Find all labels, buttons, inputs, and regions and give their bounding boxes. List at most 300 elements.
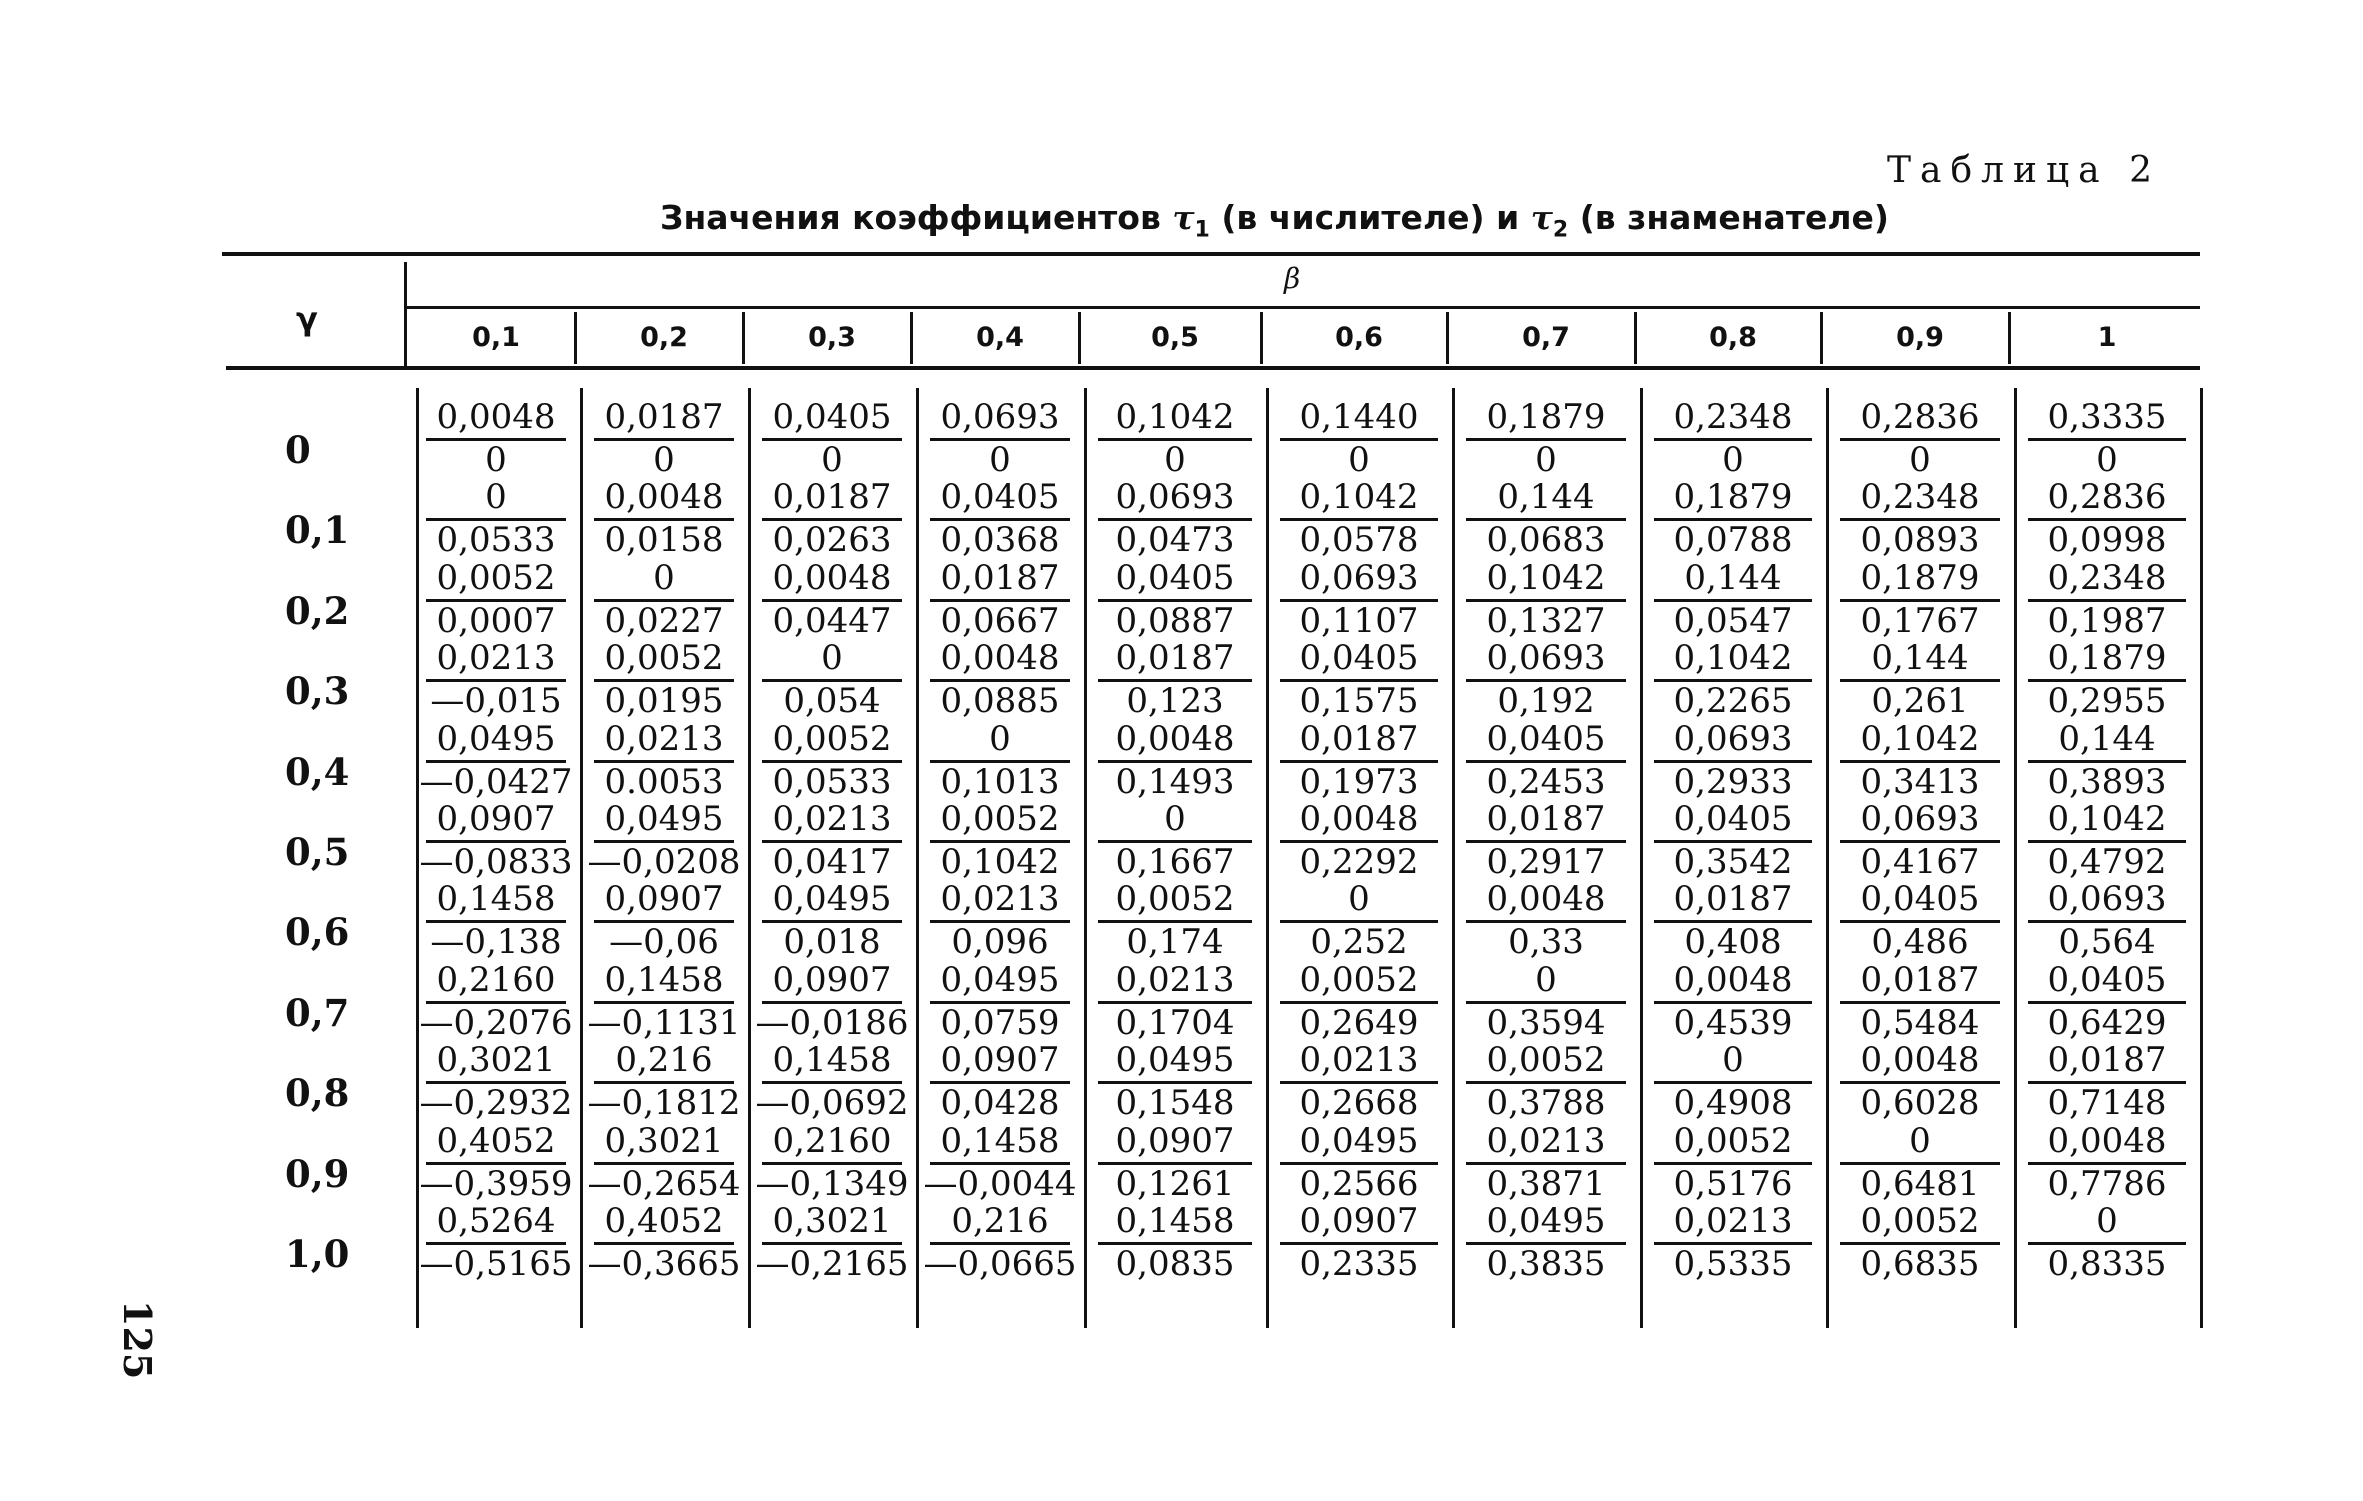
denominator-tau2: 0,192 bbox=[1497, 681, 1595, 722]
denominator-tau2: 0,0683 bbox=[1486, 520, 1606, 561]
denominator-tau2: 0,6429 bbox=[2047, 1002, 2167, 1043]
denominator-tau2: 0,0547 bbox=[1673, 600, 1793, 641]
fraction-cell bbox=[748, 1202, 916, 1285]
numerator-tau1: 0,0405 bbox=[1115, 557, 1235, 598]
numerator-tau1: 0,0052 bbox=[1673, 1120, 1793, 1161]
numerator-tau1: 0,216 bbox=[951, 1201, 1049, 1241]
fraction-cell bbox=[1826, 880, 2014, 963]
fraction-cell bbox=[916, 1202, 1084, 1285]
fraction-cell bbox=[580, 639, 748, 722]
numerator-tau1: 0,0048 bbox=[1299, 799, 1419, 839]
beta-column-header: 0,1 bbox=[472, 322, 520, 353]
denominator-tau2: 0,174 bbox=[1126, 922, 1224, 963]
title-prefix: Значения коэффициентов bbox=[660, 198, 1173, 237]
denominator-tau2: 0 bbox=[1909, 440, 1931, 480]
denominator-tau2: —0,0833 bbox=[419, 842, 573, 882]
numerator-tau1: 0,1458 bbox=[436, 879, 556, 920]
denominator-tau2: 0,564 bbox=[2058, 922, 2156, 963]
numerator-tau1: 0,0693 bbox=[1673, 718, 1793, 759]
table-title bbox=[660, 198, 1889, 243]
denominator-tau2: 0,2955 bbox=[2047, 681, 2167, 722]
numerator-tau1: 0,0187 bbox=[1673, 879, 1793, 920]
denominator-tau2: 0,0835 bbox=[1115, 1244, 1235, 1284]
denominator-tau2: 0,486 bbox=[1871, 922, 1969, 963]
denominator-tau2: 0,1042 bbox=[940, 842, 1060, 882]
fraction-cell bbox=[1266, 639, 1452, 722]
fraction-cell bbox=[412, 398, 580, 481]
gamma-row-label: 0,5 bbox=[285, 830, 350, 874]
beta-column-header: 0,3 bbox=[808, 322, 856, 353]
fraction-cell bbox=[412, 880, 580, 963]
numerator-tau1: 0,1458 bbox=[1115, 1201, 1235, 1241]
numerator-tau1: 0,144 bbox=[1497, 477, 1595, 518]
denominator-tau2: 0,5335 bbox=[1673, 1244, 1793, 1284]
denominator-tau2: 0,0533 bbox=[436, 520, 556, 561]
numerator-tau1: 0,5264 bbox=[436, 1201, 556, 1241]
denominator-tau2: 0,5176 bbox=[1673, 1163, 1793, 1204]
fraction-cell bbox=[1084, 880, 1266, 963]
tau1-subscript: 1 bbox=[1194, 217, 1210, 243]
fraction-cell bbox=[1826, 478, 2014, 561]
numerator-tau1: 0 bbox=[1909, 1120, 1931, 1161]
denominator-tau2: 0,6835 bbox=[1860, 1244, 1980, 1284]
denominator-tau2: 0,3835 bbox=[1486, 1244, 1606, 1284]
fraction-cell bbox=[1266, 398, 1452, 481]
fraction-cell bbox=[748, 800, 916, 883]
fraction-cell bbox=[412, 559, 580, 642]
denominator-tau2: 0,408 bbox=[1684, 922, 1782, 963]
gamma-row-label: 0,1 bbox=[285, 508, 350, 553]
fraction-cell bbox=[2014, 1122, 2200, 1205]
numerator-tau1: 0,0495 bbox=[604, 799, 724, 839]
table-label: Таблица 2 bbox=[1887, 150, 2161, 191]
beta-header: β bbox=[1284, 262, 1301, 295]
denominator-tau2: —0,0186 bbox=[755, 1002, 909, 1043]
numerator-tau1: 0,0048 bbox=[436, 397, 556, 437]
numerator-tau1: 0,0907 bbox=[436, 799, 556, 839]
fraction-cell bbox=[1640, 961, 1826, 1044]
fraction-cell bbox=[916, 478, 1084, 561]
fraction-cell bbox=[1084, 800, 1266, 883]
denominator-tau2: 0,1575 bbox=[1299, 681, 1419, 722]
numerator-tau1: 0,1042 bbox=[1299, 477, 1419, 518]
fraction-cell bbox=[412, 639, 580, 722]
numerator-tau1: 0,1879 bbox=[1673, 477, 1793, 518]
fraction-cell bbox=[412, 1041, 580, 1124]
denominator-tau2: —0,0208 bbox=[587, 842, 741, 882]
fraction-cell bbox=[1640, 478, 1826, 561]
numerator-tau1: 0,0693 bbox=[1486, 638, 1606, 679]
denominator-tau2: 0,0417 bbox=[772, 842, 892, 882]
gamma-row-label: 0,8 bbox=[285, 1071, 350, 1116]
fraction-cell bbox=[1266, 961, 1452, 1044]
denominator-tau2: 0,3594 bbox=[1486, 1002, 1606, 1043]
fraction-cell bbox=[412, 720, 580, 803]
numerator-tau1: 0,0052 bbox=[1486, 1040, 1606, 1081]
numerator-tau1: 0,0693 bbox=[940, 397, 1060, 437]
fraction-cell bbox=[1640, 800, 1826, 883]
fraction-cell bbox=[916, 1122, 1084, 1205]
denominator-tau2: —0,3959 bbox=[419, 1163, 573, 1204]
denominator-tau2: 0,0473 bbox=[1115, 520, 1235, 561]
numerator-tau1: 0 bbox=[821, 638, 843, 679]
title-suffix: (в знаменателе) bbox=[1568, 198, 1889, 237]
fraction-cell bbox=[1084, 559, 1266, 642]
fraction-cell bbox=[1452, 800, 1640, 883]
numerator-tau1: 0,1042 bbox=[1860, 718, 1980, 759]
numerator-tau1: 0,1042 bbox=[1115, 397, 1235, 437]
numerator-tau1: 0,0213 bbox=[940, 879, 1060, 920]
fraction-cell bbox=[412, 1122, 580, 1205]
numerator-tau1: 0,0187 bbox=[1860, 959, 1980, 1000]
numerator-tau1: 0,0693 bbox=[1860, 799, 1980, 839]
fraction-cell bbox=[1266, 800, 1452, 883]
denominator-tau2: 0,1327 bbox=[1486, 600, 1606, 641]
numerator-tau1: 0,0495 bbox=[436, 718, 556, 759]
numerator-tau1: 0,0495 bbox=[940, 959, 1060, 1000]
denominator-tau2: 0,1548 bbox=[1115, 1083, 1235, 1124]
numerator-tau1: 0 bbox=[1722, 1040, 1744, 1081]
numerator-tau1: 0 bbox=[1164, 799, 1186, 839]
numerator-tau1: 0,1042 bbox=[1486, 557, 1606, 598]
header-bottom-rule bbox=[226, 366, 2200, 370]
numerator-tau1: 0,0907 bbox=[604, 879, 724, 920]
denominator-tau2: 0 bbox=[1535, 440, 1557, 480]
fraction-cell bbox=[580, 1202, 748, 1285]
numerator-tau1: 0,0187 bbox=[940, 557, 1060, 598]
beta-column-header: 0,5 bbox=[1151, 322, 1199, 353]
denominator-tau2: 0 bbox=[485, 440, 507, 480]
numerator-tau1: 0,0907 bbox=[772, 959, 892, 1000]
denominator-tau2: —0,3665 bbox=[587, 1244, 741, 1284]
denominator-tau2: 0,6481 bbox=[1860, 1163, 1980, 1204]
numerator-tau1: 0,0213 bbox=[604, 718, 724, 759]
numerator-tau1: 0,0907 bbox=[940, 1040, 1060, 1081]
denominator-tau2: 0,1987 bbox=[2047, 600, 2167, 641]
denominator-tau2: 0,0788 bbox=[1673, 520, 1793, 561]
numerator-tau1: 0,0048 bbox=[604, 477, 724, 518]
gamma-row-label: 0,2 bbox=[285, 588, 350, 633]
numerator-tau1: 0,0213 bbox=[772, 799, 892, 839]
fraction-cell bbox=[1266, 1041, 1452, 1124]
fraction-cell bbox=[2014, 639, 2200, 722]
fraction-cell bbox=[1452, 880, 1640, 963]
fraction-cell bbox=[1452, 398, 1640, 481]
denominator-tau2: —0,2932 bbox=[419, 1083, 573, 1124]
beta-column-header: 1 bbox=[2097, 322, 2117, 353]
numerator-tau1: 0,0048 bbox=[772, 557, 892, 598]
fraction-cell bbox=[1826, 639, 2014, 722]
beta-column-header: 0,2 bbox=[640, 322, 688, 353]
denominator-tau2: —0,2076 bbox=[419, 1002, 573, 1043]
numerator-tau1: 0,0693 bbox=[2047, 879, 2167, 920]
numerator-tau1: 0,0052 bbox=[772, 718, 892, 759]
denominator-tau2: 0,1261 bbox=[1115, 1163, 1235, 1204]
denominator-tau2: 0,1493 bbox=[1115, 761, 1235, 802]
denominator-tau2: 0,0887 bbox=[1115, 600, 1235, 641]
beta-column-header: 0,9 bbox=[1896, 322, 1944, 353]
numerator-tau1: 0,0052 bbox=[1860, 1201, 1980, 1241]
numerator-tau1: 0,3335 bbox=[2047, 397, 2167, 437]
numerator-tau1: 0,1458 bbox=[604, 959, 724, 1000]
denominator-tau2: 0 bbox=[1348, 440, 1370, 480]
denominator-tau2: —0,5165 bbox=[419, 1244, 573, 1284]
numerator-tau1: 0,0052 bbox=[940, 799, 1060, 839]
fraction-cell bbox=[1826, 1041, 2014, 1124]
denominator-tau2: 0,0195 bbox=[604, 681, 724, 722]
fraction-cell bbox=[1826, 720, 2014, 803]
numerator-tau1: 0,2836 bbox=[2047, 477, 2167, 518]
denominator-tau2: 0,096 bbox=[951, 922, 1049, 963]
numerator-tau1: 0 bbox=[2096, 1201, 2118, 1241]
denominator-tau2: 0,6028 bbox=[1860, 1083, 1980, 1124]
numerator-tau1: 0,0495 bbox=[1115, 1040, 1235, 1081]
fraction-cell bbox=[1826, 800, 2014, 883]
numerator-tau1: 0,1458 bbox=[940, 1120, 1060, 1161]
denominator-tau2: 0,1013 bbox=[940, 761, 1060, 802]
fraction-cell bbox=[1452, 1202, 1640, 1285]
denominator-tau2: —0,1812 bbox=[587, 1083, 741, 1124]
fraction-cell bbox=[1640, 1122, 1826, 1205]
denominator-tau2: —0,06 bbox=[609, 922, 719, 963]
denominator-tau2: 0 bbox=[989, 440, 1011, 480]
tau2-symbol: τ bbox=[1530, 198, 1553, 237]
fraction-cell bbox=[1266, 1122, 1452, 1205]
denominator-tau2: 0,261 bbox=[1871, 681, 1969, 722]
numerator-tau1: 0,0405 bbox=[940, 477, 1060, 518]
denominator-tau2: 0,2292 bbox=[1299, 842, 1419, 882]
numerator-tau1: 0,0048 bbox=[1486, 879, 1606, 920]
fraction-cell bbox=[2014, 800, 2200, 883]
denominator-tau2: 0 bbox=[1164, 440, 1186, 480]
fraction-cell bbox=[916, 398, 1084, 481]
denominator-tau2: 0,2566 bbox=[1299, 1163, 1419, 1204]
denominator-tau2: —0,2654 bbox=[587, 1163, 741, 1204]
denominator-tau2: 0,0885 bbox=[940, 681, 1060, 722]
denominator-tau2: 0,0428 bbox=[940, 1083, 1060, 1124]
denominator-tau2: 0,0007 bbox=[436, 600, 556, 641]
fraction-cell bbox=[1452, 478, 1640, 561]
fraction-cell bbox=[1452, 961, 1640, 1044]
fraction-cell bbox=[580, 398, 748, 481]
fraction-cell bbox=[2014, 880, 2200, 963]
denominator-tau2: 0,0998 bbox=[2047, 520, 2167, 561]
fraction-cell bbox=[1084, 398, 1266, 481]
denominator-tau2: 0,2668 bbox=[1299, 1083, 1419, 1124]
denominator-tau2: 0,1973 bbox=[1299, 761, 1419, 802]
fraction-cell bbox=[1452, 720, 1640, 803]
fraction-cell bbox=[1266, 478, 1452, 561]
fraction-cell bbox=[580, 880, 748, 963]
fraction-cell bbox=[2014, 720, 2200, 803]
numerator-tau1: 0,0907 bbox=[1115, 1120, 1235, 1161]
numerator-tau1: 0,0187 bbox=[2047, 1040, 2167, 1081]
denominator-tau2: 0,0667 bbox=[940, 600, 1060, 641]
fraction-cell bbox=[1266, 880, 1452, 963]
beta-column-header: 0,8 bbox=[1709, 322, 1757, 353]
fraction-cell bbox=[1084, 720, 1266, 803]
fraction-cell bbox=[916, 880, 1084, 963]
denominator-tau2: 0,2265 bbox=[1673, 681, 1793, 722]
denominator-tau2: —0,138 bbox=[430, 922, 562, 963]
fraction-cell bbox=[748, 559, 916, 642]
denominator-tau2: 0,0158 bbox=[604, 520, 724, 561]
numerator-tau1: 0,0052 bbox=[436, 557, 556, 598]
numerator-tau1: 0 bbox=[653, 557, 675, 598]
numerator-tau1: 0,2160 bbox=[436, 959, 556, 1000]
fraction-cell bbox=[1452, 1041, 1640, 1124]
numerator-tau1: 0,1440 bbox=[1299, 397, 1419, 437]
page-number: 125 bbox=[115, 1300, 160, 1380]
numerator-tau1: 0,0187 bbox=[604, 397, 724, 437]
denominator-tau2: 0,0759 bbox=[940, 1002, 1060, 1043]
denominator-tau2: 0,0263 bbox=[772, 520, 892, 561]
denominator-tau2: 0,1767 bbox=[1860, 600, 1980, 641]
fraction-cell bbox=[1084, 1202, 1266, 1285]
denominator-tau2: 0,4908 bbox=[1673, 1083, 1793, 1124]
numerator-tau1: 0,4052 bbox=[436, 1120, 556, 1161]
fraction-cell bbox=[2014, 1041, 2200, 1124]
fraction-cell bbox=[1640, 1202, 1826, 1285]
fraction-cell bbox=[1452, 639, 1640, 722]
numerator-tau1: 0,3021 bbox=[604, 1120, 724, 1161]
numerator-tau1: 0,0405 bbox=[1299, 638, 1419, 679]
numerator-tau1: 0,2348 bbox=[1860, 477, 1980, 518]
denominator-tau2: —0,0665 bbox=[923, 1244, 1077, 1284]
fraction-cell bbox=[412, 478, 580, 561]
numerator-tau1: 0,0213 bbox=[1299, 1040, 1419, 1081]
fraction-cell bbox=[412, 961, 580, 1044]
denominator-tau2: 0 bbox=[2096, 440, 2118, 480]
fraction-cell bbox=[580, 478, 748, 561]
fraction-cell bbox=[2014, 1202, 2200, 1285]
numerator-tau1: 0,0052 bbox=[1299, 959, 1419, 1000]
beta-rule bbox=[404, 306, 2200, 309]
fraction-cell bbox=[916, 559, 1084, 642]
denominator-tau2: 0,3788 bbox=[1486, 1083, 1606, 1124]
denominator-tau2: 0,0447 bbox=[772, 600, 892, 641]
numerator-tau1: 0,0213 bbox=[1115, 959, 1235, 1000]
beta-column-header: 0,7 bbox=[1522, 322, 1570, 353]
numerator-tau1: 0,1042 bbox=[1673, 638, 1793, 679]
fraction-cell bbox=[580, 961, 748, 1044]
denominator-tau2: 0,3871 bbox=[1486, 1163, 1606, 1204]
numerator-tau1: 0,0693 bbox=[1115, 477, 1235, 518]
numerator-tau1: 0,0495 bbox=[1299, 1120, 1419, 1161]
numerator-tau1: 0,0048 bbox=[2047, 1120, 2167, 1161]
fraction-cell bbox=[916, 961, 1084, 1044]
denominator-tau2: —0,015 bbox=[430, 681, 562, 722]
numerator-tau1: 0,0907 bbox=[1299, 1201, 1419, 1241]
numerator-tau1: 0,0213 bbox=[436, 638, 556, 679]
fraction-cell bbox=[916, 720, 1084, 803]
fraction-cell bbox=[1826, 1122, 2014, 1205]
gamma-row-label: 0 bbox=[285, 428, 311, 472]
fraction-cell bbox=[580, 1122, 748, 1205]
numerator-tau1: 0,1879 bbox=[1860, 557, 1980, 598]
fraction-cell bbox=[1640, 398, 1826, 481]
denominator-tau2: —0,2165 bbox=[755, 1244, 909, 1284]
numerator-tau1: 0,0052 bbox=[1115, 879, 1235, 920]
numerator-tau1: 0,0213 bbox=[1673, 1201, 1793, 1241]
denominator-tau2: 0,2335 bbox=[1299, 1244, 1419, 1284]
fraction-cell bbox=[916, 1041, 1084, 1124]
denominator-tau2: 0,8335 bbox=[2047, 1244, 2167, 1284]
numerator-tau1: 0,1879 bbox=[1486, 397, 1606, 437]
numerator-tau1: 0,144 bbox=[1684, 557, 1782, 598]
numerator-tau1: 0,0187 bbox=[772, 477, 892, 518]
fraction-cell bbox=[1826, 559, 2014, 642]
numerator-tau1: 0 bbox=[485, 477, 507, 518]
denominator-tau2: 0,0893 bbox=[1860, 520, 1980, 561]
numerator-tau1: 0,0405 bbox=[1673, 799, 1793, 839]
fraction-cell bbox=[748, 1122, 916, 1205]
numerator-tau1: 0,3021 bbox=[772, 1201, 892, 1241]
fraction-cell bbox=[580, 800, 748, 883]
numerator-tau1: 0,1458 bbox=[772, 1040, 892, 1081]
denominator-tau2: 0,0368 bbox=[940, 520, 1060, 561]
fraction-cell bbox=[2014, 559, 2200, 642]
denominator-tau2: 0 bbox=[653, 440, 675, 480]
fraction-cell bbox=[1266, 720, 1452, 803]
denominator-tau2: 0,1667 bbox=[1115, 842, 1235, 882]
denominator-tau2: 0,2933 bbox=[1673, 761, 1793, 802]
denominator-tau2: 0,7786 bbox=[2047, 1163, 2167, 1204]
fraction-cell bbox=[748, 880, 916, 963]
denominator-tau2: —0,0044 bbox=[923, 1163, 1077, 1204]
denominator-tau2: 0,7148 bbox=[2047, 1083, 2167, 1124]
fraction-cell bbox=[916, 800, 1084, 883]
gamma-row-label: 0,9 bbox=[285, 1151, 350, 1196]
fraction-cell bbox=[1826, 1202, 2014, 1285]
numerator-tau1: 0,0052 bbox=[604, 638, 724, 679]
fraction-cell bbox=[1266, 559, 1452, 642]
denominator-tau2: —0,0427 bbox=[419, 761, 573, 802]
fraction-cell bbox=[1640, 559, 1826, 642]
fraction-cell bbox=[1826, 961, 2014, 1044]
denominator-tau2: 0,4167 bbox=[1860, 842, 1980, 882]
gamma-row-label: 0,6 bbox=[285, 910, 350, 955]
denominator-tau2: 0,2649 bbox=[1299, 1002, 1419, 1043]
numerator-tau1: 0,0693 bbox=[1299, 557, 1419, 598]
numerator-tau1: 0,0187 bbox=[1299, 718, 1419, 759]
gamma-row-label: 0,4 bbox=[285, 749, 350, 794]
numerator-tau1: 0,2348 bbox=[2047, 557, 2167, 598]
numerator-tau1: 0,0405 bbox=[772, 397, 892, 437]
numerator-tau1: 0,0405 bbox=[1486, 718, 1606, 759]
fraction-cell bbox=[1084, 1041, 1266, 1124]
denominator-tau2: 0,4792 bbox=[2047, 842, 2167, 882]
title-middle: (в числителе) и bbox=[1209, 198, 1531, 237]
denominator-tau2: 0,018 bbox=[783, 922, 881, 963]
denominator-tau2: 0,3413 bbox=[1860, 761, 1980, 802]
fraction-cell bbox=[1452, 559, 1640, 642]
denominator-tau2: 0,1704 bbox=[1115, 1002, 1235, 1043]
numerator-tau1: 0,2160 bbox=[772, 1120, 892, 1161]
numerator-tau1: 0,216 bbox=[615, 1040, 713, 1081]
fraction-cell bbox=[580, 720, 748, 803]
numerator-tau1: 0,144 bbox=[2058, 718, 2156, 759]
numerator-tau1: 0 bbox=[1535, 959, 1557, 1000]
numerator-tau1: 0,0048 bbox=[1860, 1040, 1980, 1081]
fraction-cell bbox=[1640, 880, 1826, 963]
denominator-tau2: —0,1131 bbox=[587, 1002, 741, 1043]
fraction-cell bbox=[580, 1041, 748, 1124]
fraction-cell bbox=[412, 1202, 580, 1285]
denominator-tau2: 0,3893 bbox=[2047, 761, 2167, 802]
fraction-cell bbox=[2014, 961, 2200, 1044]
fraction-cell bbox=[1084, 1122, 1266, 1205]
